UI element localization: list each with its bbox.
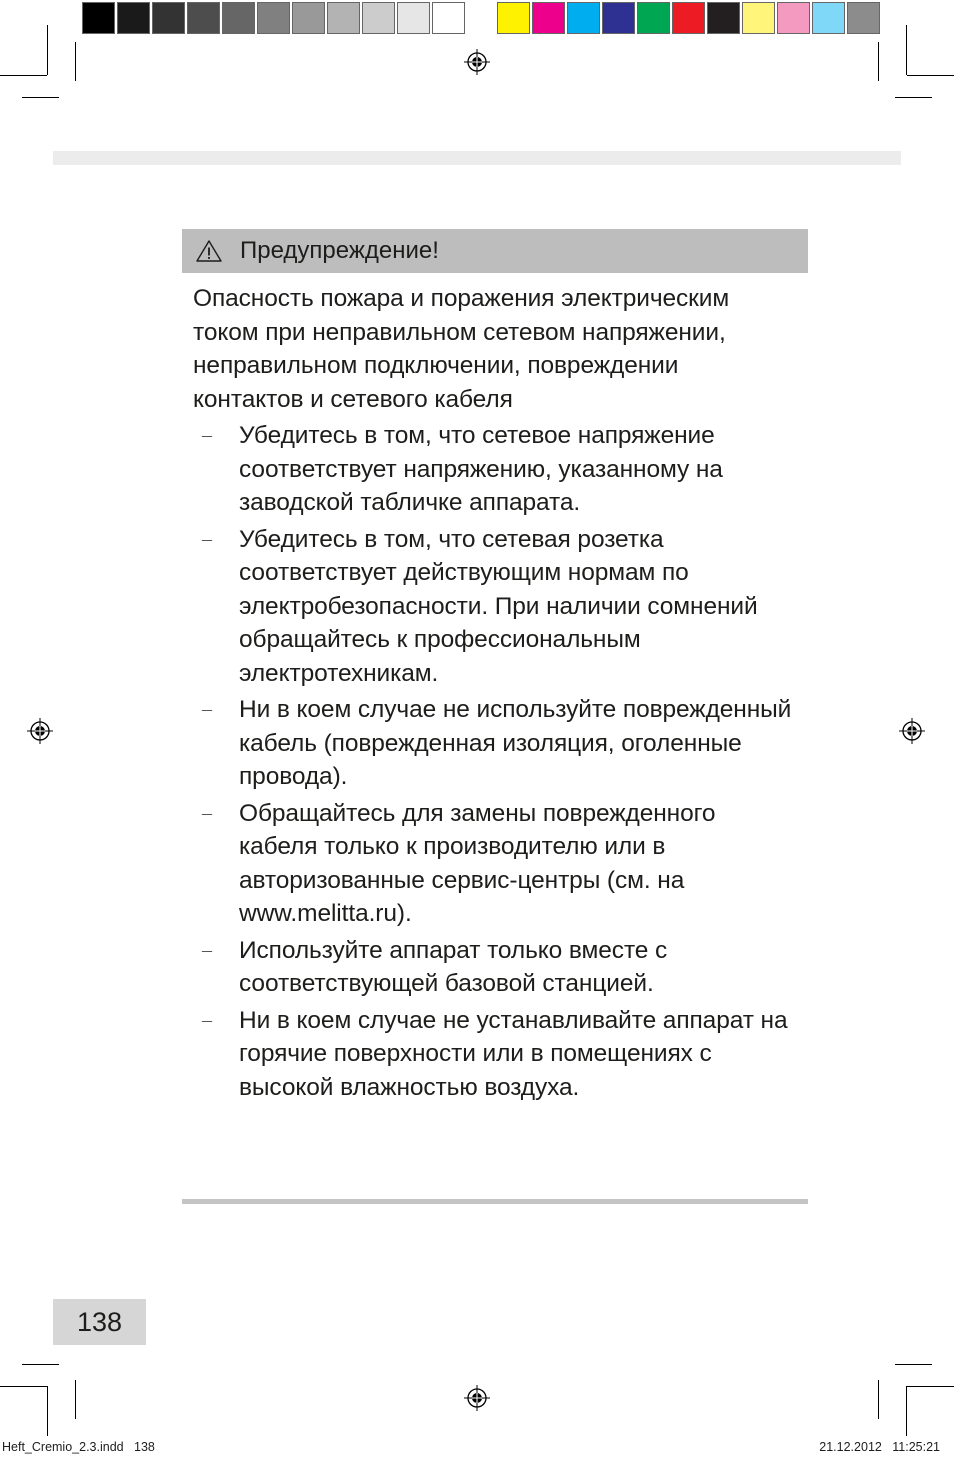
swatch-color-7 xyxy=(742,2,775,34)
swatch-gray-6 xyxy=(292,2,325,34)
swatch-color-1 xyxy=(532,2,565,34)
crop-mark-bottom-left-h xyxy=(0,1386,47,1387)
crop-mark-bottom-left-v2 xyxy=(75,1380,76,1419)
swatch-gray-1 xyxy=(117,2,150,34)
crop-mark-top-left-v xyxy=(47,25,48,75)
list-item xyxy=(193,693,793,794)
swatch-color-5 xyxy=(672,2,705,34)
swatch-color-10 xyxy=(847,2,880,34)
swatch-gray-10 xyxy=(432,2,465,34)
crop-mark-top-left-v2 xyxy=(75,42,76,81)
swatch-gray-3 xyxy=(187,2,220,34)
list-item xyxy=(193,523,793,691)
swatch-gray-7 xyxy=(327,2,360,34)
bullet-dash: – xyxy=(202,801,212,824)
crop-mark-top-right-v xyxy=(906,25,907,75)
page-number: 138 xyxy=(53,1299,146,1345)
registration-mark-icon xyxy=(899,718,925,744)
crop-mark-top-left-h2 xyxy=(22,97,59,98)
crop-mark-top-right-h2 xyxy=(895,97,932,98)
swatch-color-3 xyxy=(602,2,635,34)
swatch-color-4 xyxy=(637,2,670,34)
list-item xyxy=(193,934,793,1001)
swatch-gray-9 xyxy=(397,2,430,34)
list-item-text: Ни в коем случае не устанавливайте аппарат на горячие поверхности или в помещениях с высокой влажностью воздуха. xyxy=(239,1006,788,1101)
crop-mark-bottom-left-h2 xyxy=(22,1364,59,1365)
swatch-color-8 xyxy=(777,2,810,34)
swatch-gray-2 xyxy=(152,2,185,34)
swatch-color-2 xyxy=(567,2,600,34)
swatch-gray-5 xyxy=(257,2,290,34)
bullet-dash: – xyxy=(202,698,212,720)
registration-mark-icon xyxy=(464,1385,490,1411)
crop-mark-bottom-right-h xyxy=(907,1386,954,1387)
instruction-list xyxy=(193,419,793,1104)
list-item-text: Обращайтесь для замены поврежденного кабеля только к производителю или в авторизованные сервис-центры (см. на www.melitta.ru). xyxy=(239,799,716,927)
color-control-bar xyxy=(82,2,882,36)
bullet-dash: – xyxy=(202,938,212,961)
registration-mark-icon xyxy=(464,49,490,75)
list-item xyxy=(193,797,793,931)
list-item xyxy=(193,1004,793,1105)
swatch-gray-4 xyxy=(222,2,255,34)
list-item-text: Убедитесь в том, что сетевая розетка соответствует действующим нормам по электробезопасности. При наличии сомнений обращайтесь к профессиональным электротехникам. xyxy=(239,525,758,687)
swatch-color-9 xyxy=(812,2,845,34)
list-item xyxy=(193,419,793,520)
bullet-dash: – xyxy=(202,527,212,550)
crop-mark-bottom-right-v2 xyxy=(878,1380,879,1419)
bullet-dash: – xyxy=(202,1008,212,1031)
warning-triangle-icon xyxy=(196,239,222,263)
header-band xyxy=(53,151,901,165)
colorbar-gap xyxy=(467,2,497,36)
crop-mark-top-right-v2 xyxy=(878,42,879,81)
bottom-rule xyxy=(182,1199,808,1204)
slug-file: Heft_Cremio_2.3.indd 138 xyxy=(2,1440,155,1454)
crop-mark-bottom-right-h2 xyxy=(895,1364,932,1365)
warning-title: Предупреждение! xyxy=(240,237,439,264)
crop-mark-bottom-left-v xyxy=(47,1386,48,1436)
crop-mark-bottom-right-v xyxy=(906,1386,907,1436)
swatch-color-0 xyxy=(497,2,530,34)
swatch-gray-8 xyxy=(362,2,395,34)
swatch-color-6 xyxy=(707,2,740,34)
warning-bar xyxy=(182,229,808,273)
warning-content xyxy=(193,282,793,1104)
registration-mark-icon xyxy=(27,718,53,744)
crop-mark-top-right-h xyxy=(907,75,954,76)
warning-intro: Опасность пожара и поражения электрическим током при неправильном сетевом напряжении, неправильном подключении, повреждении контактов и сетевого кабеля xyxy=(193,285,730,413)
crop-mark-top-left-h xyxy=(0,75,47,76)
list-item-text: Ни в коем случае не используйте поврежденный кабель (поврежденная изоляция, оголенные провода). xyxy=(239,696,792,790)
bullet-dash: – xyxy=(202,424,212,446)
list-item-text: Используйте аппарат только вместе с соответствующей базовой станцией. xyxy=(239,936,668,997)
list-item-text: Убедитесь в том, что сетевое напряжение соответствует напряжению, указанному на заводской табличке аппарата. xyxy=(239,422,723,516)
swatch-gray-0 xyxy=(82,2,115,34)
slug-datetime: 21.12.2012 11:25:21 xyxy=(819,1440,940,1454)
